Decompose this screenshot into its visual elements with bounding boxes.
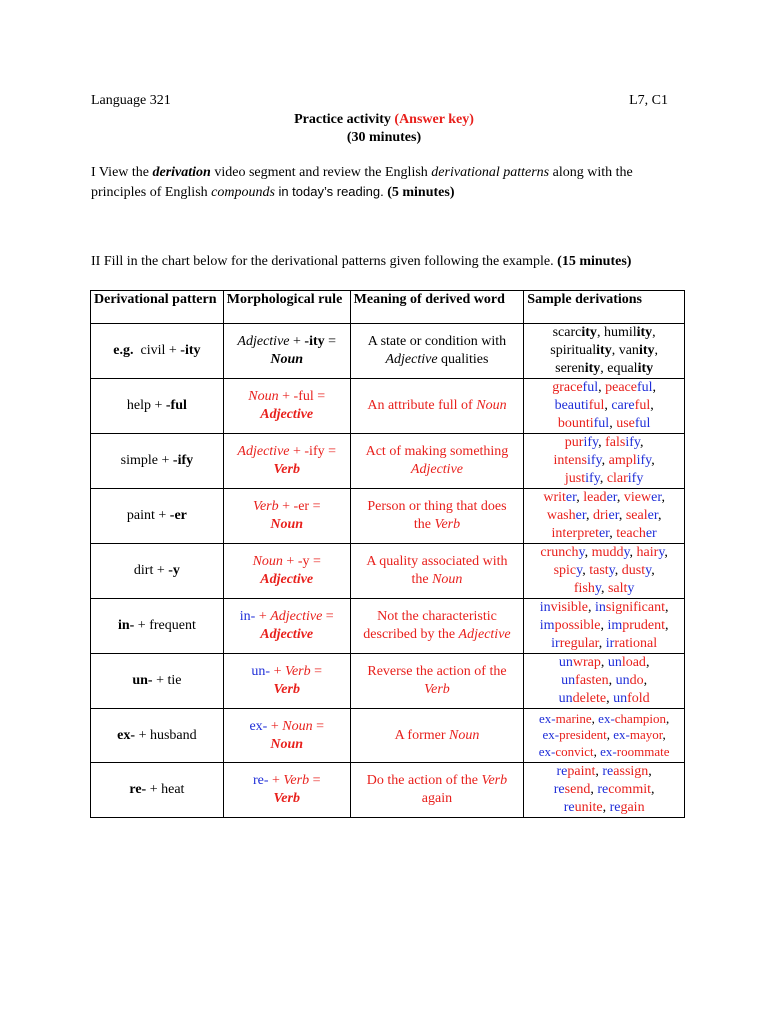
rule-cell: in- + Adjective = Adjective bbox=[223, 599, 350, 654]
s2-text: II Fill in the chart below for the derivational patterns given following the example. bbox=[91, 254, 554, 269]
pattern-cell: dirt + -y bbox=[91, 544, 224, 599]
answer-key-label: (Answer key) bbox=[394, 112, 474, 127]
samples-cell: scarcity, humility, spirituality, vanity, serenity, equality bbox=[524, 324, 685, 379]
table-row bbox=[91, 544, 685, 599]
title-main: Practice activity bbox=[294, 112, 391, 127]
pattern-cell: in- + frequent bbox=[91, 599, 224, 654]
meaning-cell: Act of making something Adjective bbox=[350, 434, 524, 489]
rule-cell: Verb + -er = Noun bbox=[223, 489, 350, 544]
header-samples: Sample derivations bbox=[524, 291, 685, 324]
meaning-cell: Not the characteristic described by the Adjective bbox=[350, 599, 524, 654]
rule-cell: ex- + Noun = Noun bbox=[223, 709, 350, 763]
pattern-cell: paint + -er bbox=[91, 489, 224, 544]
meaning-cell: A quality associated with the Noun bbox=[350, 544, 524, 599]
rule-cell: Adjective + -ity = Noun bbox=[223, 324, 350, 379]
samples-cell: invisible, insignificant, impossible, imprudent, irregular, irrational bbox=[524, 599, 685, 654]
rule-cell: Noun + -ful = Adjective bbox=[223, 379, 350, 434]
rule-cell: Adjective + -ify = Verb bbox=[223, 434, 350, 489]
samples-cell: repaint, reassign, resend, recommit, reunite, regain bbox=[524, 763, 685, 818]
table-row bbox=[91, 379, 685, 434]
s1-text-2: video segment and review the English bbox=[214, 165, 428, 180]
pattern-cell: help + -ful bbox=[91, 379, 224, 434]
s1-word-compounds: compounds bbox=[211, 185, 275, 200]
section-1-paragraph bbox=[91, 163, 681, 202]
samples-cell: unwrap, unload, unfasten, undo, undelete, unfold bbox=[524, 654, 685, 709]
header-meaning: Meaning of derived word bbox=[350, 291, 524, 324]
duration-label: (30 minutes) bbox=[346, 130, 422, 145]
meaning-cell: A state or condition with Adjective qualities bbox=[350, 324, 524, 379]
header-pattern: Derivational pattern bbox=[91, 291, 224, 324]
s2-time: (15 minutes) bbox=[557, 254, 632, 269]
rule-cell: re- + Verb = Verb bbox=[223, 763, 350, 818]
table-row bbox=[91, 434, 685, 489]
s1-text-4: in today’s reading. bbox=[278, 184, 384, 199]
meaning-cell: Do the action of the Verb again bbox=[350, 763, 524, 818]
table-row bbox=[91, 324, 685, 379]
meaning-cell: Reverse the action of the Verb bbox=[350, 654, 524, 709]
meaning-cell: A former Noun bbox=[350, 709, 524, 763]
s1-word-derivation: derivation bbox=[152, 165, 211, 180]
header-rule: Morphological rule bbox=[223, 291, 350, 324]
lesson-code: L7, C1 bbox=[629, 93, 668, 108]
table-row bbox=[91, 709, 685, 763]
samples-cell: graceful, peaceful, beautiful, careful, bountiful, useful bbox=[524, 379, 685, 434]
table-header-row bbox=[91, 291, 685, 324]
s1-text-3: along with the principles of English bbox=[91, 165, 633, 200]
table-row bbox=[91, 599, 685, 654]
pattern-cell: e.g. civil + -ity bbox=[91, 324, 224, 379]
pattern-cell: un- + tie bbox=[91, 654, 224, 709]
meaning-cell: An attribute full of Noun bbox=[350, 379, 524, 434]
table-row bbox=[91, 489, 685, 544]
samples-cell: crunchy, muddy, hairy, spicy, tasty, dusty, fishy, salty bbox=[524, 544, 685, 599]
samples-cell: purify, falsify, intensify, amplify, justify, clarify bbox=[524, 434, 685, 489]
rule-cell: un- + Verb = Verb bbox=[223, 654, 350, 709]
meaning-cell: Person or thing that does the Verb bbox=[350, 489, 524, 544]
s1-word-patterns: derivational patterns bbox=[431, 165, 550, 180]
derivation-table bbox=[90, 290, 685, 818]
s1-time: (5 minutes) bbox=[387, 185, 455, 200]
page-title bbox=[0, 112, 768, 128]
samples-cell: writer, leader, viewer, washer, drier, sealer, interpreter, teacher bbox=[524, 489, 685, 544]
section-2-paragraph bbox=[91, 254, 691, 270]
pattern-cell: ex- + husband bbox=[91, 709, 224, 763]
pattern-cell: re- + heat bbox=[91, 763, 224, 818]
table-row bbox=[91, 763, 685, 818]
samples-cell: ex-marine, ex-champion, ex-president, ex-mayor, ex-convict, ex-roommate bbox=[524, 709, 685, 763]
table-row bbox=[91, 654, 685, 709]
pattern-cell: simple + -ify bbox=[91, 434, 224, 489]
course-title: Language 321 bbox=[91, 93, 171, 108]
s1-text-1: I View the bbox=[91, 165, 149, 180]
rule-cell: Noun + -y = Adjective bbox=[223, 544, 350, 599]
